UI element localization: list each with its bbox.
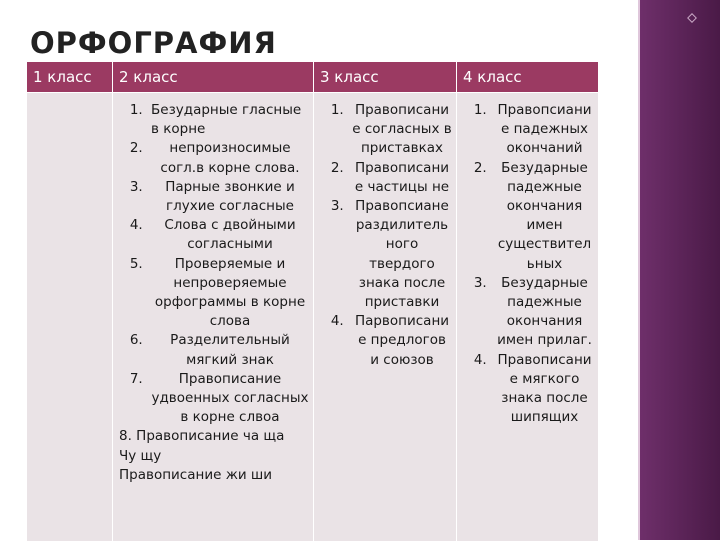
list-item-text: 2. непроизносимые согл.в корне слова. bbox=[160, 140, 300, 176]
header-grade-4: 4 класс bbox=[457, 62, 599, 93]
list-item bbox=[147, 331, 309, 369]
list-item bbox=[147, 178, 309, 216]
list-item bbox=[147, 370, 309, 428]
list-item-text: 3. Безударные падежные окончания имен прилаг. bbox=[497, 274, 592, 349]
extra-line: Чу щу bbox=[119, 447, 162, 464]
slide-title: ОРФОГРАФИЯ bbox=[30, 26, 277, 60]
grade-2-cell bbox=[113, 93, 314, 542]
list-item-text: 3. Правопсиане раздилитель ного твердого знака после приставки bbox=[355, 198, 449, 311]
list-item bbox=[348, 197, 452, 312]
grade-4-cell bbox=[457, 93, 599, 542]
list-item-text: 5. Проверяемые и непроверяемые орфограммы в корне слова bbox=[154, 255, 306, 330]
list-item bbox=[491, 274, 594, 351]
list-item-text: 2. Правописани е частицы не bbox=[354, 159, 450, 195]
list-item-text: 4. Парвописани е предлогов и союзов bbox=[354, 313, 450, 368]
list-item bbox=[348, 101, 452, 159]
list-item-text: 3. Парные звонкие и глухие согласные bbox=[165, 178, 295, 215]
side-panel bbox=[640, 0, 720, 540]
list-item bbox=[147, 216, 309, 254]
diamond-icon bbox=[686, 12, 698, 24]
table-header-row bbox=[27, 62, 599, 93]
table-row bbox=[27, 93, 599, 542]
header-grade-2: 2 класс bbox=[113, 62, 314, 93]
list-item-text: 1. Правописани е согласных в приставках bbox=[352, 102, 452, 157]
header-grade-1: 1 класс bbox=[27, 62, 113, 93]
extra-line: 8. Правописание ча ща bbox=[119, 428, 285, 445]
list-item bbox=[491, 351, 594, 428]
grade-2-list bbox=[113, 93, 313, 427]
grade-4-list bbox=[457, 93, 598, 427]
list-item bbox=[147, 101, 309, 139]
header-grade-3: 3 класс bbox=[314, 62, 457, 93]
grade-1-cell bbox=[27, 93, 113, 542]
list-item bbox=[147, 139, 309, 177]
list-item-text: 1. Безударные гласные в корне bbox=[151, 102, 302, 138]
list-item bbox=[491, 101, 594, 159]
list-item-text: 1. Правопсиани е падежных окончаний bbox=[497, 102, 592, 157]
grade-3-cell bbox=[314, 93, 457, 542]
list-item-text: 4. Слова с двойными согласными bbox=[164, 217, 296, 253]
list-item bbox=[491, 159, 594, 274]
list-item bbox=[348, 159, 452, 197]
grade-3-list bbox=[314, 93, 456, 370]
extra-line: Правописание жи ши bbox=[119, 466, 273, 483]
list-item-text: 4. Правописани е мягкого знака после шипящих bbox=[497, 351, 592, 426]
list-item-text: 2. Безударные падежные окончания имен существител ьных bbox=[497, 159, 592, 272]
list-item bbox=[147, 255, 309, 332]
spelling-table bbox=[26, 62, 599, 542]
list-item-text: 7. Правописание удвоенных согласных в корне слвоа bbox=[151, 370, 309, 426]
list-item bbox=[348, 312, 452, 370]
list-item-text: 6. Разделительный мягкий знак bbox=[170, 332, 290, 368]
grade-2-extra bbox=[113, 427, 313, 485]
